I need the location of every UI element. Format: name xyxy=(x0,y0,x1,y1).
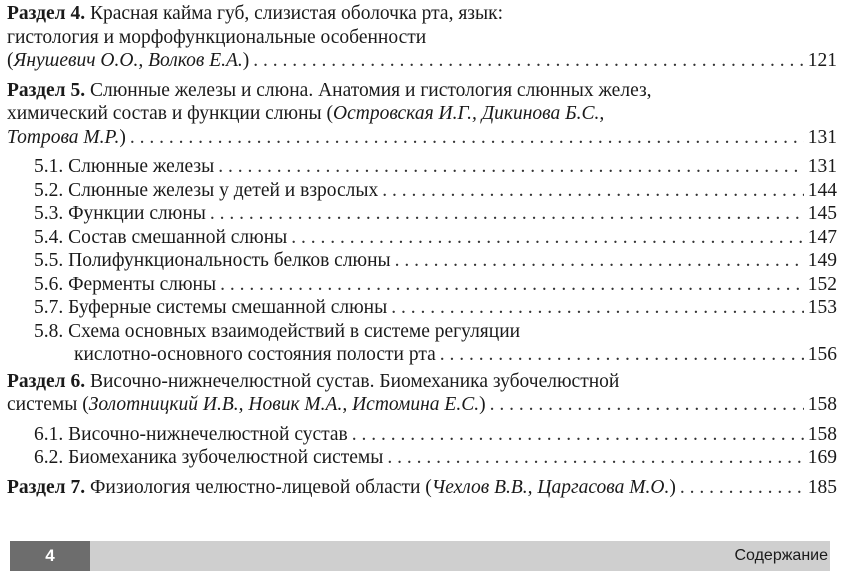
section-title-cont: гистология и морфофункциональные особенности xyxy=(7,26,427,48)
toc-subitem: 6.2. Биомеханика зубочелюстной системы . . . 169 xyxy=(34,446,837,470)
page-number: 185 xyxy=(807,476,837,498)
dot-leader xyxy=(218,155,804,179)
page-number: 131 xyxy=(807,156,837,177)
footer-page-number: 4 xyxy=(10,541,90,571)
section-authors: Золотницкий И.В., Новик М.А., Истомина Е.С. xyxy=(88,394,480,415)
dot-leader xyxy=(395,249,804,273)
toc-line xyxy=(7,102,837,126)
toc-subsections-5 xyxy=(34,155,837,367)
page-number: 144 xyxy=(807,179,837,201)
table-of-contents xyxy=(7,2,837,505)
page-number: 145 xyxy=(807,203,837,224)
toc-line: Тотрова М.Р.) . . . 131 xyxy=(7,126,837,150)
dot-leader xyxy=(490,393,804,417)
toc-line xyxy=(7,370,837,394)
section-authors: Островская И.Г., Дикинова Б.С., xyxy=(333,103,605,124)
toc-line: Раздел 7. Физиология челюстно-лицевой области (Чехлов В.В., Царгасова М.О.) . . . 185 xyxy=(7,476,837,500)
page-number: 169 xyxy=(807,447,837,468)
dot-leader xyxy=(220,273,804,297)
page-number: 131 xyxy=(807,126,837,148)
page-number: 149 xyxy=(807,250,837,271)
section-authors: Чехлов В.В., Царгасова М.О. xyxy=(431,476,670,498)
toc-line: (Янушевич О.О., Волков Е.А.) . . . 121 xyxy=(7,49,837,73)
section-label: Раздел 5. xyxy=(7,79,86,101)
toc-subsections-6 xyxy=(34,423,837,470)
dot-leader xyxy=(680,476,804,500)
dot-leader xyxy=(440,343,804,367)
toc-subitem: 5.4. Состав смешанной слюны . . . 147 xyxy=(34,226,837,250)
toc-subitem: 6.1. Височно-нижнечелюстной сустав . . . 158 xyxy=(34,423,837,447)
section-title: Красная кайма губ, слизистая оболочка рта, язык: xyxy=(89,3,504,24)
footer-bar xyxy=(10,541,830,571)
toc-section-6 xyxy=(7,370,837,417)
footer-title: Содержание xyxy=(734,547,828,564)
dot-leader xyxy=(291,226,804,250)
section-title: Физиология челюстно-лицевой области ( xyxy=(89,476,432,498)
toc-subitem: 5.7. Буферные системы смешанной слюны . . . 153 xyxy=(34,296,837,320)
toc-section-5 xyxy=(7,79,837,150)
toc-line: системы (Золотницкий И.В., Новик М.А., Истомина Е.С.) . . . 158 xyxy=(7,393,837,417)
page-number: 152 xyxy=(807,273,837,295)
toc-subitem: 5.6. Ферменты слюны . . . 152 xyxy=(34,273,837,297)
page-number: 158 xyxy=(807,423,837,445)
toc-subitem: 5.5. Полифункциональность белков слюны . . . 149 xyxy=(34,249,837,273)
section-title: Височно-нижнечелюстной сустав. Биомеханика зубочелюстной xyxy=(89,370,620,392)
section-label: Раздел 6. xyxy=(7,370,86,392)
page-number: 156 xyxy=(807,344,837,365)
toc-subitem: 5.1. Слюнные железы . . . 131 xyxy=(34,155,837,179)
dot-leader xyxy=(130,126,804,150)
section-label: Раздел 4. xyxy=(7,3,86,24)
page-number: 147 xyxy=(807,226,837,248)
page-number: 121 xyxy=(807,50,837,71)
dot-leader xyxy=(382,179,804,203)
section-authors: Янушевич О.О., Волков Е.А. xyxy=(13,50,243,71)
dot-leader xyxy=(387,446,804,470)
toc-section-7 xyxy=(7,476,837,500)
section-label: Раздел 7. xyxy=(7,476,86,498)
dot-leader xyxy=(253,49,804,73)
toc-line xyxy=(7,79,837,103)
page-number: 153 xyxy=(807,297,837,318)
page-number: 158 xyxy=(807,394,837,415)
toc-subitem: 5.3. Функции слюны . . . 145 xyxy=(34,202,837,226)
section-title-cont: химический состав и функции слюны ( xyxy=(7,103,333,124)
section-title-cont: системы ( xyxy=(7,394,89,415)
toc-section-4 xyxy=(7,2,837,73)
section-authors: Тотрова М.Р. xyxy=(7,126,120,148)
toc-subitem: 5.8. Схема основных взаимодействий в системе регуляции xyxy=(34,320,521,342)
dot-leader xyxy=(352,423,804,447)
toc-line xyxy=(7,2,837,26)
toc-subitem: 5.2. Слюнные железы у детей и взрослых . . . 144 xyxy=(34,179,837,203)
section-title: Слюнные железы и слюна. Анатомия и гистология слюнных желез, xyxy=(89,79,652,101)
toc-subitem-cont: кислотно-основного состояния полости рта . . . 156 xyxy=(34,343,837,367)
dot-leader xyxy=(391,296,804,320)
dot-leader xyxy=(210,202,804,226)
page-footer xyxy=(0,541,846,571)
toc-line xyxy=(7,26,837,50)
